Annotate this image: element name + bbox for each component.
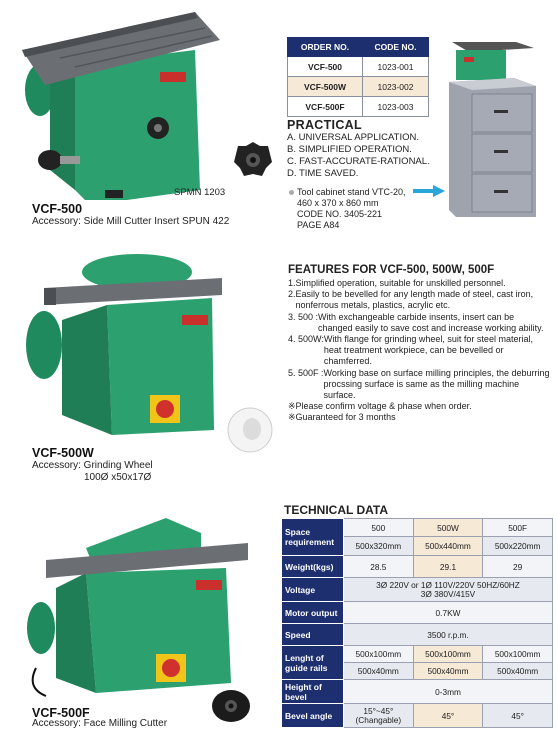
list-item [288, 334, 550, 368]
side-mill-cutter-image [232, 140, 274, 180]
list-item: B. SIMPLIFIED OPERATION. [287, 144, 412, 155]
cabinet-line: CODE NO. 3405-221 [297, 209, 383, 219]
order-no: VCF-500 [288, 57, 363, 77]
order-no: VCF-500F [288, 97, 363, 117]
model-500f: 500F [483, 519, 553, 537]
code-no-header: CODE NO. [363, 38, 429, 57]
motor-value: 0.7KW [344, 602, 553, 624]
rails-500-b: 500x40mm [344, 663, 414, 680]
table-row [282, 556, 553, 578]
rails-500w-a: 500x100mm [413, 646, 483, 663]
weight-500f: 29 [483, 556, 553, 578]
vcf-500-machine-image [20, 10, 220, 200]
model-500: 500 [344, 519, 414, 537]
cabinet-line: PAGE A84 [297, 220, 340, 230]
space-500w: 500x440mm [413, 537, 483, 556]
practical-list [287, 132, 430, 180]
table-row [282, 602, 553, 624]
product-model-vcf-500w: VCF-500W [32, 446, 94, 460]
face-milling-cutter-image [210, 688, 252, 724]
feature-number: 3. 500 : [288, 311, 319, 322]
product-accessory-vcf-500f: Accessory: Face Milling Cutter [32, 718, 168, 729]
bevel-angle-line: 15°~45° [363, 705, 394, 716]
space-500: 500x320mm [344, 537, 414, 556]
list-item: D. TIME SAVED. [287, 168, 359, 179]
feature-number: 1. [288, 278, 296, 288]
bevel-angle-500 [344, 704, 414, 728]
code-no: 1023-002 [363, 77, 429, 97]
bevel-angle-line: (Changable) [355, 714, 402, 725]
list-item: C. FAST-ACCURATE-RATIONAL. [287, 156, 430, 167]
table-row [288, 77, 429, 97]
feature-text: Simplified operation, suitable for unskilled personnel. [295, 278, 506, 288]
table-row [282, 519, 553, 537]
grinding-wheel-image [225, 405, 275, 455]
order-no: VCF-500W [288, 77, 363, 97]
code-no: 1023-003 [363, 97, 429, 117]
insert-code: SPMN 1203 [174, 187, 226, 198]
rails-500w-b: 500x40mm [413, 663, 483, 680]
order-no-header: ORDER NO. [288, 38, 363, 57]
bevel-angle-500w: 45° [413, 704, 483, 728]
product-accessory-vcf-500: Accessory: Side Mill Cutter Insert SPUN 422 [32, 216, 230, 227]
product-model-vcf-500f: VCF-500F [32, 706, 90, 720]
technical-data-title: TECHNICAL DATA [284, 503, 388, 517]
list-item [288, 289, 550, 311]
features-list [288, 278, 550, 424]
speed-value: 3500 r.p.m. [344, 624, 553, 646]
list-item: A. UNIVERSAL APPLICATION. [287, 132, 419, 143]
features-title: FEATURES FOR VCF-500, 500W, 500F [288, 264, 495, 276]
technical-data-table [281, 518, 553, 728]
table-row [282, 624, 553, 646]
note: ※Please confirm voltage & phase when order. [288, 401, 472, 412]
table-row [282, 704, 553, 728]
table-row [282, 646, 553, 663]
voltage-line: 3Ø 380V/415V [420, 588, 476, 599]
table-row [288, 97, 429, 117]
vcf-500w-machine-image [22, 250, 222, 440]
feature-text: With flange for grinding wheel, suit for steel material, heat treatment workpiece, can be bevelled or chamferred. [323, 334, 533, 367]
rails-500f-a: 500x100mm [483, 646, 553, 663]
space-500f: 500x220mm [483, 537, 553, 556]
voltage-line: 3Ø 220V or 1Ø 110V/220V 50HZ/60HZ [376, 579, 520, 590]
cabinet-info [289, 187, 406, 231]
feature-text: Easily to be bevelled for any length made of steel, cast iron, nonferrous metals, plastics, acrylic etc. [295, 289, 534, 311]
list-item [288, 278, 550, 289]
bevel-height-value: 0-3mm [344, 680, 553, 704]
arrow-right-icon [413, 184, 445, 196]
rails-500f-b: 500x40mm [483, 663, 553, 680]
weight-label: Weight(kgs) [282, 556, 344, 578]
weight-500: 28.5 [344, 556, 414, 578]
feature-text: With exchangeable carbide insents, insert can be changed easily to save cost and increase working ability. [318, 311, 544, 333]
list-item [288, 312, 550, 334]
model-500w: 500W [413, 519, 483, 537]
voltage-value [344, 578, 553, 602]
product-model-vcf-500: VCF-500 [32, 202, 83, 216]
code-no: 1023-001 [363, 57, 429, 77]
speed-label: Speed [282, 624, 344, 646]
cabinet-line: 460 x 370 x 860 mm [297, 198, 379, 208]
order-table [287, 37, 429, 117]
bullet-icon [289, 190, 294, 195]
feature-number: 2. [288, 289, 296, 300]
list-item [288, 368, 550, 402]
vcf-500f-machine-image [26, 518, 251, 703]
rails-label: Lenght of guide rails [282, 646, 344, 680]
feature-number: 4. 500W: [288, 334, 324, 345]
product-accessory-vcf-500w-size: 100Ø x50x17Ø [84, 472, 152, 483]
bevel-height-label: Height of bevel [282, 680, 344, 704]
weight-500w: 29.1 [413, 556, 483, 578]
bevel-angle-label: Bevel angle [282, 704, 344, 728]
cabinet-line: Tool cabinet stand VTC-20, [297, 187, 406, 197]
table-row [288, 57, 429, 77]
table-row [282, 578, 553, 602]
bevel-angle-500f: 45° [483, 704, 553, 728]
practical-title: PRACTICAL [287, 118, 362, 132]
voltage-label: Voltage [282, 578, 344, 602]
feature-number: 5. 500F : [288, 367, 324, 378]
note: ※Guaranteed for 3 months [288, 412, 396, 423]
product-accessory-vcf-500w: Accessory: Grinding Wheel [32, 460, 153, 471]
motor-label: Motor output [282, 602, 344, 624]
tool-cabinet-image [444, 42, 539, 217]
feature-text: Working base on surface milling principles, the deburring procssing surface is same as the milling machine surface. [323, 367, 550, 401]
rails-500-a: 500x100mm [344, 646, 414, 663]
space-label: Space requirement [282, 519, 344, 556]
table-row [282, 680, 553, 704]
